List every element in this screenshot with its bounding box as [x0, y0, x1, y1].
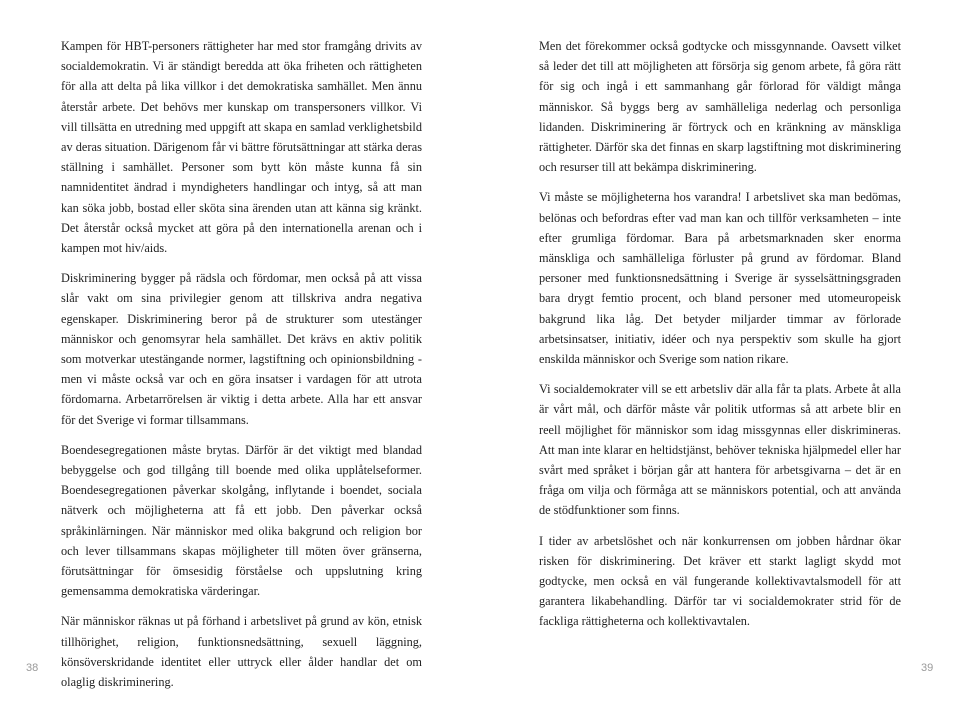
- paragraph: Boendesegregationen måste brytas. Därför är det viktigt med blandad bebyggelse och god tillgång till boende med olika upplåtelseformer. Boendesegregationen påverkar skolgång, inflytande i boendet, sociala nätverk och möjligheterna att få ett jobb. Den påverkar också språkinlärningen. När människor med olika bakgrund och religion bor och lever tillsammans skapas möjligheter till möten över gränserna, förutsättningar för ömsesidig förståelse och uppslutning kring gemensamma demokratiska värderingar.: [61, 442, 422, 599]
- paragraph: Men det förekommer också godtycke och missgynnande. Oavsett vilket så leder det till att möjligheten att försörja sig genom arbete, få göra rätt för sig och ingå i ett sammanhang går förlorad för väldigt många människor. Så byggs berg av samhälleliga nederlag och personliga lidanden. Diskriminering är förtryck och en kränkning av mänskliga rättigheter. Därför ska det finnas en skarp lagstiftning mot diskriminering och resurser till att bekämpa diskriminering.: [539, 39, 901, 175]
- paragraph: När människor räknas ut på förhand i arbetslivet på grund av kön, etnisk tillhörighet, religion, funktionsnedsättning, sexuell läggning, könsöverskridande identitet eller uttryck eller ålder handlar det om olaglig diskriminering.: [61, 614, 422, 690]
- paragraph: Vi socialdemokrater vill se ett arbetsliv där alla får ta plats. Arbete åt alla är vårt mål, och därför måste vår politik utformas så att arbete blir en reell möjlighet för människor som idag missgynnas eller diskrimineras. Att man inte klarar en heltidstjänst, behöver tekniska hjälpmedel eller har svårt med språket i början går att hantera för arbetsgivarna – det är en fråga om vilja och förmåga att se människors potential, och att använda de stödfunktioner som finns.: [539, 382, 901, 518]
- right-page-text: [539, 36, 901, 642]
- paragraph: Vi måste se möjligheterna hos varandra! I arbetslivet ska man bedömas, belönas och befordras efter vad man kan och tillför verksamheten – inte efter grumliga fördomar. Bara på arbetsmarknaden sker enorma mänskliga och samhälleliga förluster på grund av fördomar. Bland personer med funktionsnedsättning i Sverige är sysselsättningsgraden bara drygt femtio procent, och bland personer med utomeuropeisk bakgrund lika låg. Det betyder miljarder timmar av förlorade arbetsinsatser, initiativ, idéer och nya perspektiv som skulle ha gjort enskilda människor och Sverige som nation rikare.: [539, 190, 901, 367]
- paragraph: Diskriminering bygger på rädsla och fördomar, men också på att vissa slår vakt om sina privilegier genom att tillskriva andra negativa egenskaper. Diskriminering beror på de strukturer som utestänger människor och genomsyrar hela samhället. Det krävs en aktiv politik som motverkar utestängande normer, lagstiftning och opinionsbildning - men vi måste också var och en göra insatser i vardagen för att utrota fördomarna. Arbetarrörelsen är viktig i detta arbete. Alla har ett ansvar för det Sverige vi formar tillsammans.: [61, 271, 422, 427]
- page-number-left: 38: [26, 662, 39, 674]
- page-number-right: 39: [921, 662, 934, 674]
- paragraph: Kampen för HBT-personers rättigheter har med stor framgång drivits av socialdemokratin. Vi är ständigt beredda att öka friheten och rättigheten för alla att delta på lika villkor i det demokratiska samhället. Men ännu återstår arbete. Det behövs mer kunskap om transpersoners villkor. Vi vill tillsätta en utredning med uppgift att skapa en samlad verklighetsbild av deras situation. Därigenom får vi bättre förutsättningar att stärka deras ställning i samhället. Personer som bytt kön måste kunna få sin namnidentitet ändrad i myndigheters handlingar och intyg, så att man kan söka jobb, bostad eller sköta sina ärenden utan att känna sig kränkt. Det återstår också mycket att göra på den internationella arenan och i kampen mot hiv/aids.: [61, 39, 422, 256]
- paragraph: I tider av arbetslöshet och när konkurrensen om jobben hårdnar ökar risken för diskriminering. Det kräver ett starkt lagligt skydd mot godtycke, men också en väl fungerande kollektivavtalsmodell för att garantera likabehandling. Därför tar vi socialdemokrater strid för de fackliga rättigheterna och kollektivavtalen.: [539, 533, 901, 629]
- left-page-text: [61, 36, 422, 702]
